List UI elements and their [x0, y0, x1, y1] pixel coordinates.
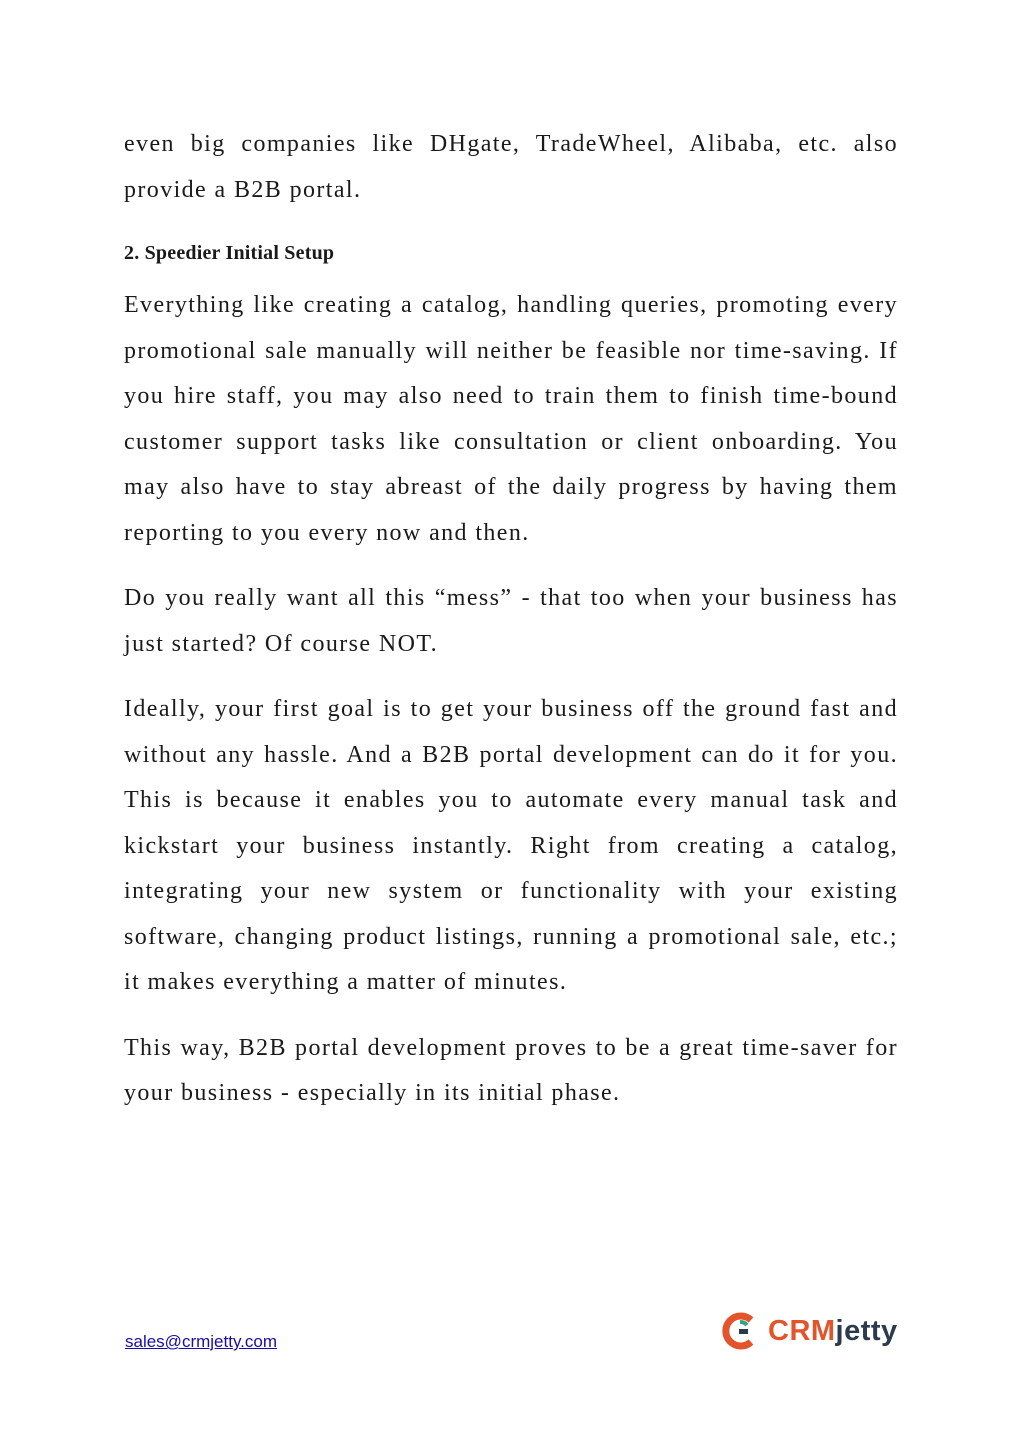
body-paragraph-1: Everything like creating a catalog, handling queries, promoting every promotional sale manually will neither be feasible nor time-saving. If you hire staff, you may also need to train them to finish time-bound customer support tasks like consultation or client onboarding. You may also have to stay abreast of the daily progress by having them reporting to you every now and then. [124, 292, 898, 546]
document-body [124, 122, 898, 1117]
body-paragraph-2: Do you really want all this “mess” - that too when your business has just started? Of course NOT. [124, 585, 898, 657]
crmjetty-logo [720, 1308, 900, 1354]
intro-paragraph: even big companies like DHgate, TradeWheel, Alibaba, etc. also provide a B2B portal. [124, 131, 898, 203]
footer-email-link[interactable]: sales@crmjetty.com [125, 1332, 278, 1351]
crmjetty-c-logo-icon [720, 1311, 760, 1351]
section-heading: 2. Speedier Initial Setup [124, 242, 335, 264]
logo-text-jetty: jetty [835, 1314, 898, 1347]
body-paragraph-3: Ideally, your first goal is to get your business off the ground fast and without any hassle. And a B2B portal development can do it for you. This is because it enables you to automate every manual task and kickstart your business instantly. Right from creating a catalog, integrating your new system or functionality with your existing software, changing product listings, running a promotional sale, etc.; it makes everything a matter of minutes. [124, 696, 898, 995]
logo-text-crm: CRM [768, 1314, 836, 1347]
body-paragraph-4: This way, B2B portal development proves to be a great time-saver for your business - especially in its initial phase. [124, 1034, 898, 1106]
logo-wordmark [768, 1315, 898, 1348]
